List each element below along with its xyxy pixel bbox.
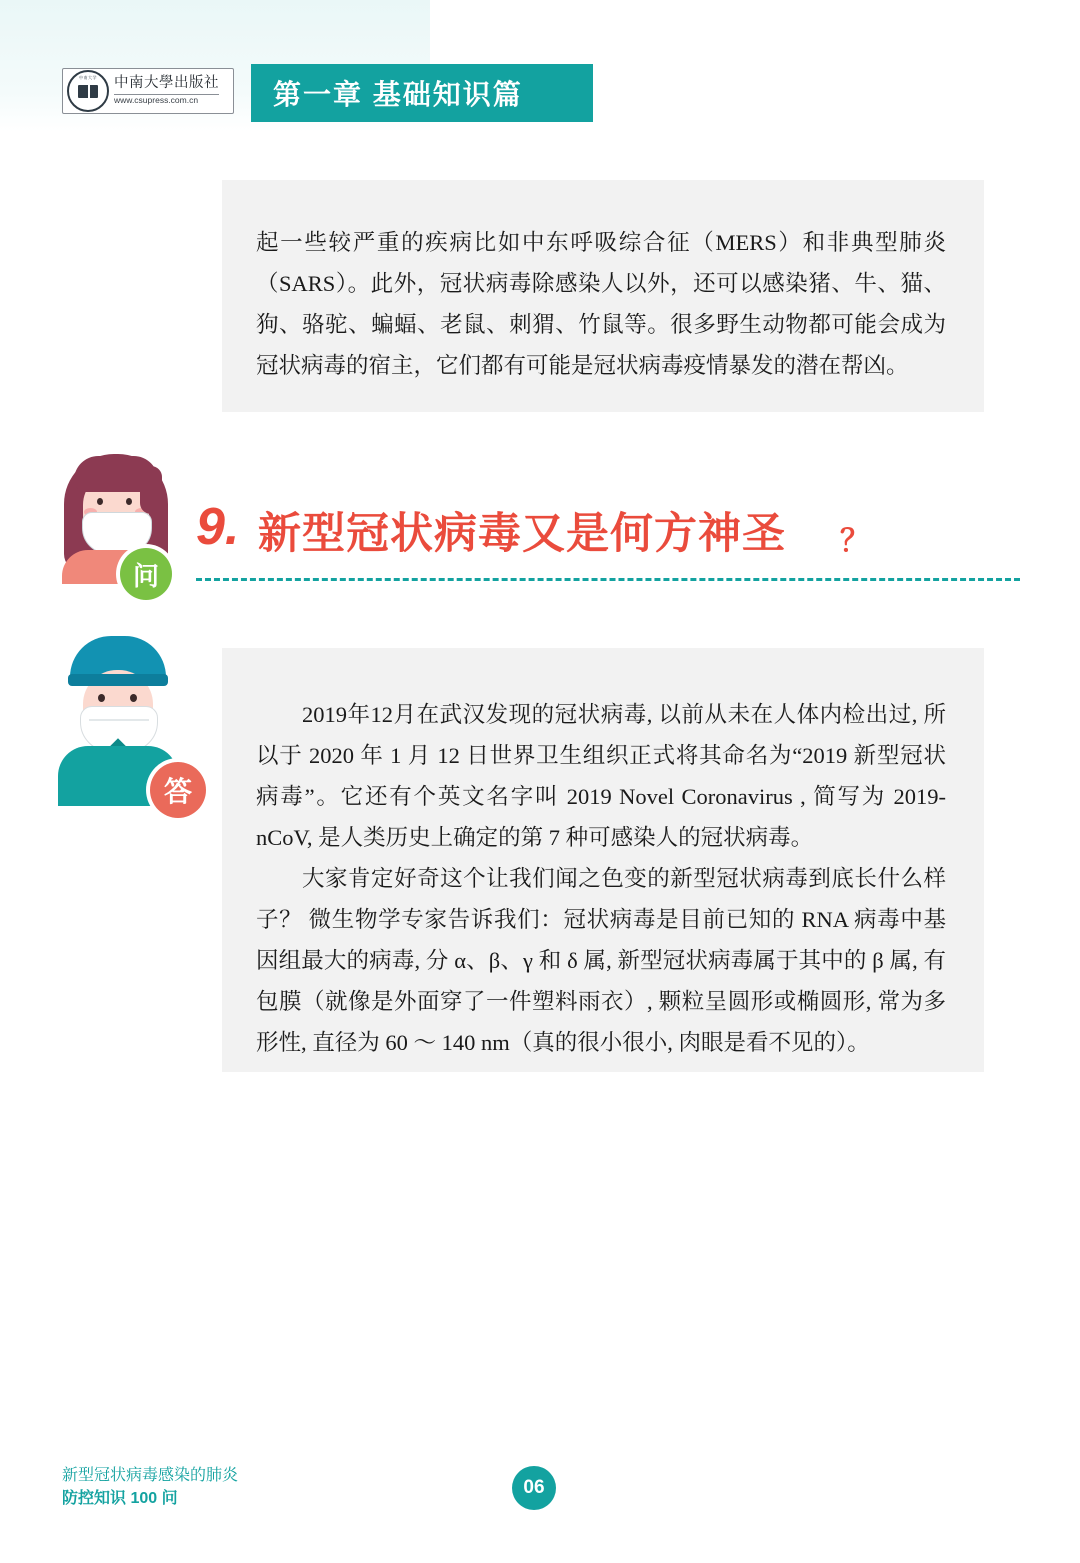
asker-fringe bbox=[74, 456, 158, 492]
question-number: 9. bbox=[196, 498, 240, 556]
page-header bbox=[0, 0, 1080, 140]
chapter-banner bbox=[251, 64, 593, 122]
doctor-eye-right bbox=[130, 694, 137, 702]
book-icon bbox=[78, 85, 98, 98]
doctor-cap-band bbox=[68, 674, 168, 686]
question-title: 新型冠状病毒又是何方神圣 bbox=[258, 510, 786, 558]
asker-eye-left bbox=[97, 498, 103, 505]
answer-paragraph-2: 大家肯定好奇这个让我们闻之色变的新型冠状病毒到底长什么样子？ 微生物学专家告诉我们：冠状病毒是目前已知的 RNA 病毒中基因组最大的病毒, 分 α、β、γ 和 δ 属, 新型冠状病毒属于其中的 β 属, 有包膜（就像是外面穿了一件塑料雨衣）, 颗粒呈圆形或椭圆形, 常为多形性, 直径为 60 ～ 140 nm（真的很小很小, 肉眼是看不见的）。 bbox=[256, 866, 946, 1055]
publisher-logo bbox=[62, 68, 234, 114]
seal-text: 中南大学 bbox=[79, 75, 97, 80]
doctor-eye-left bbox=[98, 694, 105, 702]
intro-text-box bbox=[222, 180, 984, 412]
publisher-url: www.csupress.com.cn bbox=[114, 94, 219, 105]
page-number: 06 bbox=[512, 1466, 556, 1510]
publisher-seal-icon bbox=[67, 70, 109, 112]
question-mark: ？ bbox=[840, 525, 870, 558]
answer-text-box bbox=[222, 648, 984, 1072]
intro-paragraph: 起一些较严重的疾病比如中东呼吸综合征（MERS）和非典型肺炎（SARS）。此外，冠状病毒除感染人以外，还可以感染猪、牛、猫、狗、骆驼、蝙蝠、老鼠、刺猬、竹鼠等。很多野生动物都可能会成为冠状病毒的宿主，它们都有可能是冠状病毒疫情暴发的潜在帮凶。 bbox=[256, 230, 946, 378]
publisher-name: 中南大學出版社 bbox=[114, 75, 219, 92]
publisher-text bbox=[114, 76, 219, 105]
answer-paragraph-1: 2019年12月在武汉发现的冠状病毒, 以前从未在人体内检出过, 所以于 2020 年 1 月 12 日世界卫生组织正式将其命名为“2019 新型冠状病毒”。它还有个英文名字叫 2019 Novel Coronavirus , 简写为 2019-nCoV, 是人类历史上确定的第 7 种可感染人的冠状病毒。 bbox=[256, 702, 946, 850]
footer-title-line1: 新型冠状病毒感染的肺炎 bbox=[62, 1467, 239, 1484]
footer-book-title bbox=[62, 1464, 238, 1510]
section-divider bbox=[196, 578, 1020, 581]
chapter-banner-label: 第一章 基础知识篇 bbox=[273, 79, 523, 110]
footer-title-line2: 防控知识 100 问 bbox=[62, 1490, 178, 1508]
ask-badge: 问 bbox=[120, 548, 172, 600]
asker-eye-right bbox=[126, 498, 132, 505]
answer-badge: 答 bbox=[150, 762, 206, 818]
